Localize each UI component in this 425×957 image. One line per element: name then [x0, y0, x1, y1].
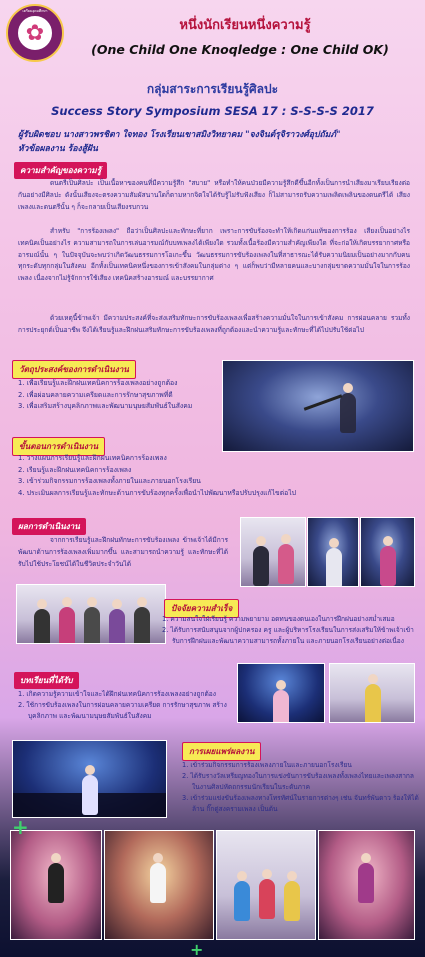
step-item: 3. เข้าร่วมกิจกรรมการร้องเพลงทั้งภายในและภายนอกโรงเรียน [18, 477, 201, 485]
plus-icon: + [190, 940, 204, 957]
success-factors-list [162, 614, 417, 647]
success-factors-header: ปัจจัยความสำเร็จ [164, 599, 239, 618]
objective-item: 1. เพื่อเรียนรู้และฝึกฝนเทคนิคการร้องเพลงอย่างถูกต้อง [18, 379, 178, 387]
photo-stage-performance [237, 663, 325, 723]
dissemination-header: การเผยแพร่ผลงาน [182, 742, 261, 761]
lessons-list [18, 689, 233, 723]
objectives-header: วัตถุประสงค์ของการดำเนินงาน [12, 360, 136, 379]
dissemination-list [182, 760, 420, 815]
results-text: จากการเรียนรู้และฝึกฝนทักษะการขับร้องเพลง ข้าพเจ้าได้มีการพัฒนาด้านการร้องเพลงเพิ่มมากขึ้น และสามารถนำความรู้ และทักษะที่ได้รับไปใช้ประโยชน์ได้ในชีวิตประจำวันได้ [18, 536, 228, 568]
photo-singer-bottom-1 [10, 830, 102, 940]
lesson-item: 1. เกิดความรู้ความเข้าใจและได้ฝึกฝนเทคนิคการร้องเพลงอย่างถูกต้อง [18, 690, 216, 698]
steps-header: ขั้นตอนการดำเนินงาน [12, 437, 105, 456]
step-item: 1. วางแผนการเรียนรู้และฝึกฝนเทคนิคการร้องเพลง [18, 454, 167, 462]
lesson-item: 2. ใช้การขับร้องเพลงในการผ่อนคลายความเครียด การรักษาสุขภาพ สร้างบุคลิกภาพ และพัฒนามนุษยสัมพันธ์ในสังคม [18, 701, 227, 721]
step-item: 4. ประเมินผลการเรียนรู้และทักษะด้านการขับร้องทุกครั้งเพื่อนำไปพัฒนาหรือปรับปรุงแก้ไขต่อไป [18, 488, 296, 497]
importance-paragraph-3: ด้วยเหตุนี้ข้าพเจ้า มีความประสงค์ที่จะส่งเสริมทักษะการขับร้องเพลงเพื่อสร้างความมั่นใจในการเข้าสังคม การผ่อนคลาย รวมทั้งการประยุกต์เป็นอาชีพ จึงได้เรียนรู้และฝึกฝนเสริมทักษะการขับร้องเพลงที่ถูกต้องและนำความรู้และทักษะที่ได้ไปปรับใช้ต่อไป [18, 314, 410, 334]
photo-singer-bottom-2 [104, 830, 214, 940]
lotus-icon: ✿ [25, 21, 45, 46]
photo-concert-crowd [12, 740, 167, 818]
success-factor-item: 2. ได้รับการสนับสนุนจากผู้ปกครอง ครู และผู้บริหารโรงเรียนในการส่งเสริมให้ข้าพเจ้าเข้ารับการฝึกฝนและพัฒนาความสามารถทั้งภายใน และภายนอกโรงเรียนอย่างต่อเนื่อง [162, 626, 414, 645]
importance-header: ความสำคัญของความรู้ [14, 162, 107, 179]
logo-text: เตรียมอุดมศึกษา [22, 9, 48, 13]
success-factor-item: 1. ความสนใจใฝ่เรียนรู้ ความพยายาม อดทนของตนเองในการฝึกฝนอย่างสม่ำเสมอ [162, 615, 395, 623]
photo-singer-bottom-3 [318, 830, 415, 940]
objective-item: 2. เพื่อผ่อนคลายความเครียดและการรักษาสุขภาพที่ดี [18, 390, 173, 399]
dissemination-item: 1. เข้าร่วมกิจกรรมการร้องเพลงภายในและภายนอกโรงเรียน [182, 761, 352, 769]
school-logo [6, 4, 64, 62]
dissemination-item: 2. ได้รับรางวัลเหรียญทองในการแข่งขันการขับร้องเพลงทั้งเพลงไทยและเพลงสากล ในงานศิลปหัตถกรรมนักเรียนในระดับภาค [182, 772, 414, 791]
event-title: Success Story Symposium SESA 17 : S-S-S-S 2017 [51, 104, 374, 118]
photo-dance-performance [216, 830, 316, 940]
photo-singer-microphone [222, 360, 414, 452]
photo-stage-singer-1 [307, 517, 359, 587]
photo-award-ceremony [240, 517, 306, 587]
importance-paragraph-2: สำหรับ "การร้องเพลง" ถือว่าเป็นศิลปะและทักษะที่ยาก เพราะการขับร้องจะทำให้เกิดแก่นแท้ของการร้อง เสียงเป็นอย่างไร เทคนิคเป็นอย่างไร ความสามารถในการเล่นอารมณ์กับบทเพลงได้เพียงใด รวมทั้งเนื้อร้องมีความสำคัญเพียงใด ที่จะก่อให้เกิดบรรยากาศหรืออารมณ์นั้น ๆ ในปัจจุบันจะพบว่าเกิดวัฒนธรรมการโอเกะขึ้น วัฒนธรรมการขับร้องเพลงในที่สาธารณะได้รับความนิยมเป็นอย่างมากกับคนทุกระดับทุกกลุ่มในสังคม อีกทั้งเป็นเทคนิคหนึ่งของการเข้าสังคมในกลุ่มต่าง ๆ แต่ก็พบว่ามีหลายคนและบางกลุ่มขาดความมั่นใจในการร้องเพลง เนื่องจากไม่รู้จักการใช้เสียง เทคนิคสร้างอารมณ์ และบรรยากาศ [18, 227, 410, 283]
objective-item: 3. เพื่อเสริมสร้างบุคลิกภาพและพัฒนามนุษยสัมพันธ์ในสังคม [18, 402, 193, 410]
lessons-header: บทเรียนที่ได้รับ [14, 672, 79, 689]
photo-group [16, 584, 166, 644]
photo-singer-outfit [329, 663, 415, 723]
steps-list [18, 453, 418, 499]
plus-icon: + [12, 815, 29, 839]
responsible-line: ผู้รับผิดชอบ นางสาวพรชิตา ใจทอง โรงเรียนเขาสมิงวิทยาคม "จงจินต์รุจิราวงศ์อุปถัมภ์" [18, 130, 341, 140]
dissemination-item: 3. เข้าร่วมแข่งขันร้องเพลงทางโทรทัศน์ในรายการต่างๆ เช่น จันทร์พันดาว ร้องให้ได้ล้าน กิ๊กดู่สงครามเพลง เป็นต้น [182, 794, 419, 813]
topic-line: หัวข้อผลงาน ร้องสู้ฝัน [18, 144, 98, 154]
objectives-list [18, 378, 218, 413]
subject-group: กลุ่มสาระการเรียนรู้ศิลปะ [146, 82, 279, 96]
importance-paragraph-1: ดนตรีเป็นศิลปะ เป็นเนื้อหาของคนที่มีความรู้สึก "สบาย" หรือทำให้คนป่วยมีความรู้สึกดีขึ้นอีกทั้งเป็นการนำเสียงมาเรียบเรียงต่อกันอย่างมีศิลปะ ดังนั้นเสียงจะตรงความสัมผัสนานใดก็ตามหากจิตใจได้รับรู้ไม่รับฟังเสียง ก็ไม่สามารถรับความเพลิดเพลินของดนตรีได้ เสียงเพลงและดนตรีนั้น ๆ ก็จะกลายเป็นเสียงรบกวน [18, 179, 410, 211]
photo-stage-singer-2 [360, 517, 415, 587]
step-item: 2. เรียนรู้และฝึกฝนเทคนิคการร้องเพลง [18, 465, 132, 474]
logo-emblem [16, 14, 54, 52]
responsible-info [18, 128, 418, 156]
title-thai: หนึ่งนักเรียนหนึ่งความรู้ [179, 18, 311, 33]
title-english: (One Child One Knoqledge : One Child OK) [91, 42, 389, 57]
results-header: ผลการดำเนินงาน [12, 518, 86, 535]
